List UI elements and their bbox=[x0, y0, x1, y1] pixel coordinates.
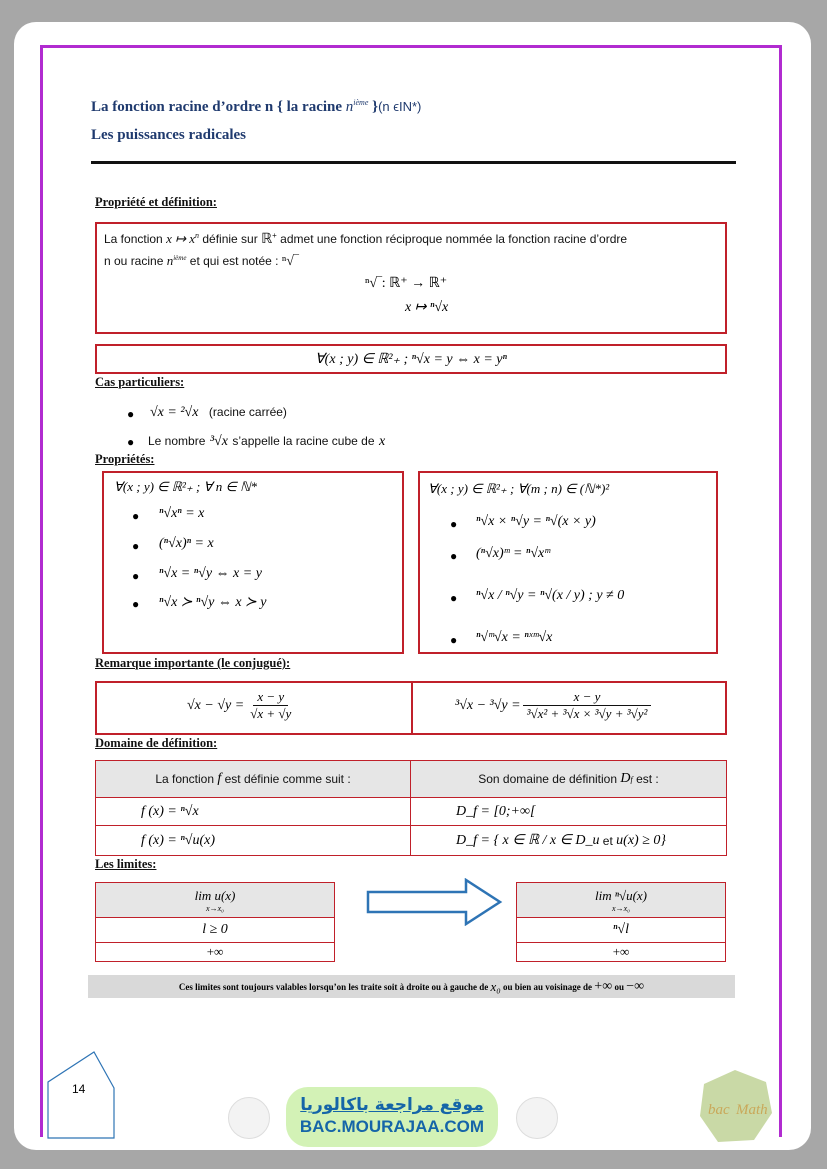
svg-text:bac: bac bbox=[708, 1102, 730, 1118]
bullet-icon: ● bbox=[132, 597, 140, 611]
site-url[interactable]: BAC.MOURAJAA.COM bbox=[299, 1117, 485, 1136]
bullet-icon: ● bbox=[450, 549, 458, 563]
domaine-row1-left: f (x) = ⁿ√x bbox=[95, 797, 411, 826]
site-logo-icon bbox=[516, 1097, 558, 1139]
page-title: La fonction racine d’ordre n { la racine $n^{ième}$ }(n ϵIN*) bbox=[91, 98, 422, 115]
limites-right-head: lim ⁿ√u(x) x→x₀ bbox=[516, 882, 726, 918]
cas-item-1: √x = ²√x (racine carrée) bbox=[150, 405, 287, 420]
site-logo-icon bbox=[228, 1097, 270, 1139]
section-remarque: Remarque importante (le conjugué): bbox=[95, 656, 291, 670]
conjugue-box bbox=[95, 681, 727, 735]
cas-item-2: Le nombre ³√x s’appelle la racine cube de x bbox=[148, 434, 386, 449]
equivalence-box: ∀(x ; y) ∈ ℝ²₊ ; ⁿ√x = y ⇔ x = yⁿ bbox=[95, 344, 727, 374]
site-badge[interactable] bbox=[286, 1087, 498, 1147]
limites-left-row2: +∞ bbox=[95, 942, 335, 962]
section-cas-particuliers: Cas particuliers: bbox=[95, 375, 185, 389]
conjugue-right: ³√x − ³√y = $\frac{x - y}{\text{³√x² + ³√x × ³√y + ³√y²}}$ bbox=[455, 689, 647, 722]
bullet-icon: ● bbox=[132, 539, 140, 553]
limites-right-row2: +∞ bbox=[516, 942, 726, 962]
bullet-icon: ● bbox=[132, 569, 140, 583]
limites-right-row1: ⁿ√l bbox=[516, 917, 726, 943]
proprietes-left-box: ∀(x ; y) ∈ ℝ²₊ ; ∀ n ∈ ℕ* ● ⁿ√xⁿ = x ● (ⁿ√x)ⁿ = x ● ⁿ√x = ⁿ√y ⇔ x = y ● ⁿ√x ≻ ⁿ√y ⇔ x ≻ y bbox=[102, 471, 404, 654]
definition-line1: La fonction x ↦ $x^n$ définie sur ℝ+ admet une fonction réciproque nommée la fonction racine d’ordre bbox=[104, 231, 628, 247]
limites-left-head: lim u(x) x→x₀ bbox=[95, 882, 335, 918]
site-name-arabic[interactable]: موقع مراجعة باكالوريا bbox=[300, 1095, 484, 1115]
section-limites: Les limites: bbox=[95, 857, 157, 871]
domaine-row2-right: D_f = { x ∈ ℝ / x ∈ D_u et u(x) ≥ 0} bbox=[410, 825, 727, 856]
page-subtitle: Les puissances radicales bbox=[91, 127, 247, 143]
definition-formula1: ⁿ√‾: ℝ⁺ → ℝ⁺ bbox=[365, 276, 448, 291]
section-proprietes: Propriétés: bbox=[95, 452, 155, 466]
limites-note: Ces limites sont toujours valables lorsqu’on les traite soit à droite ou à gauche de x₀ ou bien au voisinage de +∞ ou −∞ bbox=[88, 975, 735, 998]
domaine-row2-left: f (x) = ⁿ√u(x) bbox=[95, 825, 411, 856]
definition-line2: n ou racine $n^{ième}$ et qui est notée : ⁿ√‾ bbox=[104, 253, 299, 269]
domaine-row1-right: D_f = [0;+∞[ bbox=[410, 797, 727, 826]
domaine-head-right: Son domaine de définition D f est : bbox=[410, 760, 727, 798]
bullet-icon: ● bbox=[450, 591, 458, 605]
page-number: 14 bbox=[72, 1082, 86, 1096]
bullet-icon: ● bbox=[450, 633, 458, 647]
bacmath-logo bbox=[696, 1068, 774, 1146]
svg-text:Math: Math bbox=[736, 1102, 768, 1118]
proprietes-right-box: ∀(x ; y) ∈ ℝ²₊ ; ∀(m ; n) ∈ (ℕ*)² ● ⁿ√x × ⁿ√y = ⁿ√(x × y) ● (ⁿ√x)ᵐ = ⁿ√xᵐ ● ⁿ√x / ⁿ√y = ⁿ√(x / y) ; y ≠ 0 ● ⁿ√ᵐ√x = ⁿˣᵐ√x bbox=[418, 471, 718, 654]
arrow-right-icon bbox=[366, 878, 504, 926]
conjugue-left: √x − √y = $\frac{x - y}{√x + √y}$ bbox=[187, 689, 292, 721]
bullet-icon: ● bbox=[127, 435, 135, 449]
bullet-icon: ● bbox=[127, 407, 135, 421]
bullet-icon: ● bbox=[450, 517, 458, 531]
limites-left-row1: l ≥ 0 bbox=[95, 917, 335, 943]
section-domaine: Domaine de définition: bbox=[95, 736, 218, 750]
definition-formula2: x ↦ ⁿ√x bbox=[405, 300, 449, 315]
section-prop-def: Propriété et définition: bbox=[95, 195, 217, 209]
header-rule bbox=[91, 161, 736, 164]
domaine-head-left: La fonction f est définie comme suit : bbox=[95, 760, 411, 798]
definition-box bbox=[95, 222, 727, 334]
bullet-icon: ● bbox=[132, 509, 140, 523]
